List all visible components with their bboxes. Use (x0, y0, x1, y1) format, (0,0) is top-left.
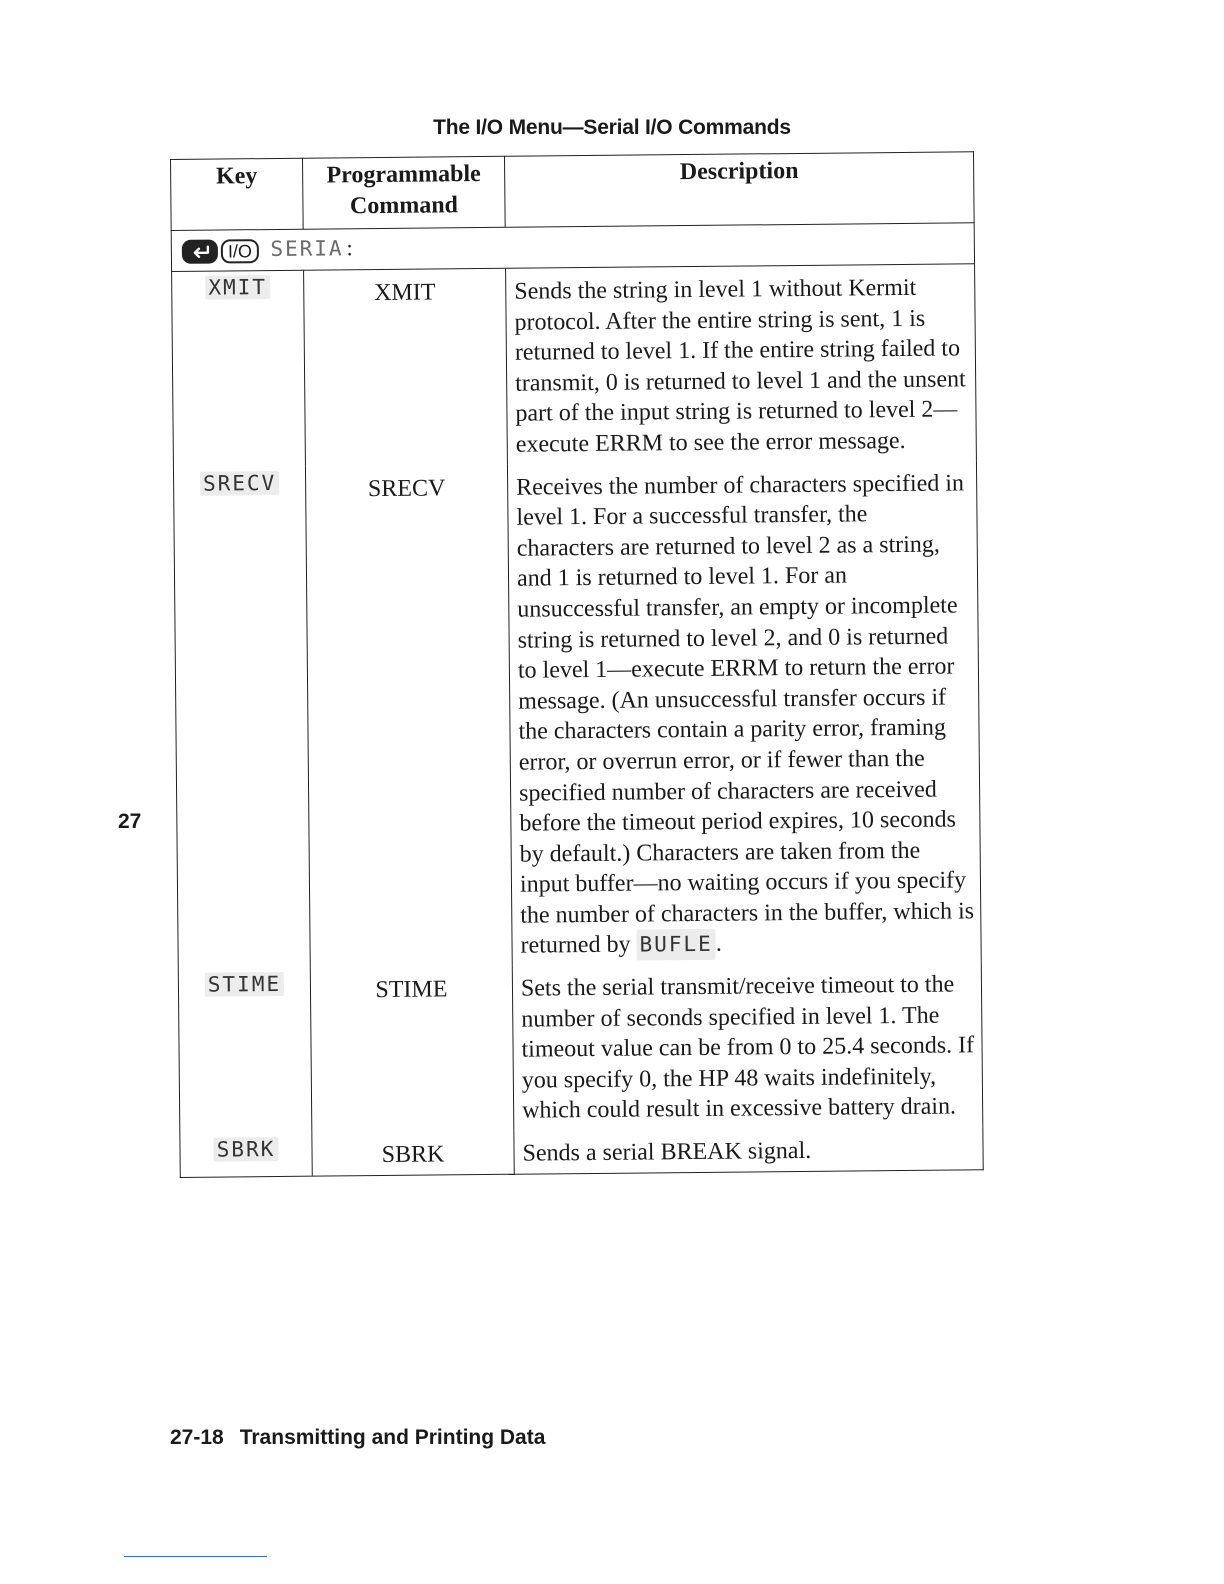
sbrk-key: SBRK (214, 1137, 279, 1162)
chapter-tab: 27 (118, 810, 142, 833)
page-footer (170, 1426, 545, 1450)
command-cell: STIME (310, 966, 514, 1133)
seria-menu-label: SERIA (270, 236, 344, 262)
command-cell: SRECV (305, 464, 512, 967)
page-title: The I/O Menu—Serial I/O Commands (433, 116, 791, 139)
table-row (180, 1126, 983, 1177)
bottom-rule (124, 1556, 267, 1557)
menu-colon: : (346, 235, 353, 261)
key-cell (173, 466, 310, 969)
serial-io-table (170, 151, 984, 1177)
command-cell: SBRK (312, 1131, 514, 1176)
io-key: I/O (221, 239, 259, 263)
description-text: Receives the number of characters specified in level 1. For a successful transfer, the characters are returned to level 2 as a string, and 1 is returned to level 1. For an unsuccessful transfer, an empty or incomplete string is returned to level 2, and 0 is returned to level 1—execute ERRM to return the error message. (An unsuccessful transfer occurs if the characters contain a parity error, framing error, or overrun error, or if fewer than the specified number of characters are received before the timeout period expires, 10 seconds by default.) Characters are taken from the input buffer—no waiting occurs if you specify the number of characters in the buffer, which is returned by (516, 469, 975, 960)
description-cell: Sends a serial BREAK signal. (514, 1126, 983, 1174)
footer-title: Transmitting and Printing Data (239, 1426, 546, 1449)
page-number: 27-18 (170, 1426, 224, 1449)
xmit-key: XMIT (205, 275, 270, 300)
description-cell: Sends the string in level 1 without Kermit protocol. After the entire string is sent, 1 is returned to level 1. If the entire string failed to transmit, 0 is returned to level 1 and the unsent part of the input string is returned to level 2—execute ERRM to see the error message. (506, 264, 977, 465)
left-shift-key-icon (182, 239, 218, 263)
stime-key: STIME (205, 972, 284, 997)
header-key: Key (171, 158, 304, 230)
srecv-key: SRECV (200, 471, 279, 496)
table-row (173, 460, 981, 969)
header-description: Description (504, 152, 974, 227)
description-cell (507, 460, 981, 966)
bufle-key: BUFLE (636, 929, 716, 960)
command-cell: XMIT (304, 268, 508, 466)
description-cell: Sets the serial transmit/receive timeout to the number of seconds specified in level 1. The timeout value can be from 0 to 25.4 seconds. If you specify 0, the HP 48 waits indefinitely, which could result in excessive battery drain. (512, 961, 983, 1130)
header-command: Programmable Command (302, 156, 505, 229)
description-end: . (715, 931, 722, 958)
key-cell (178, 968, 312, 1134)
table-row (178, 961, 983, 1134)
key-cell (172, 270, 306, 467)
key-cell (180, 1133, 312, 1177)
table-header-row (171, 152, 975, 231)
table-row (172, 264, 977, 468)
